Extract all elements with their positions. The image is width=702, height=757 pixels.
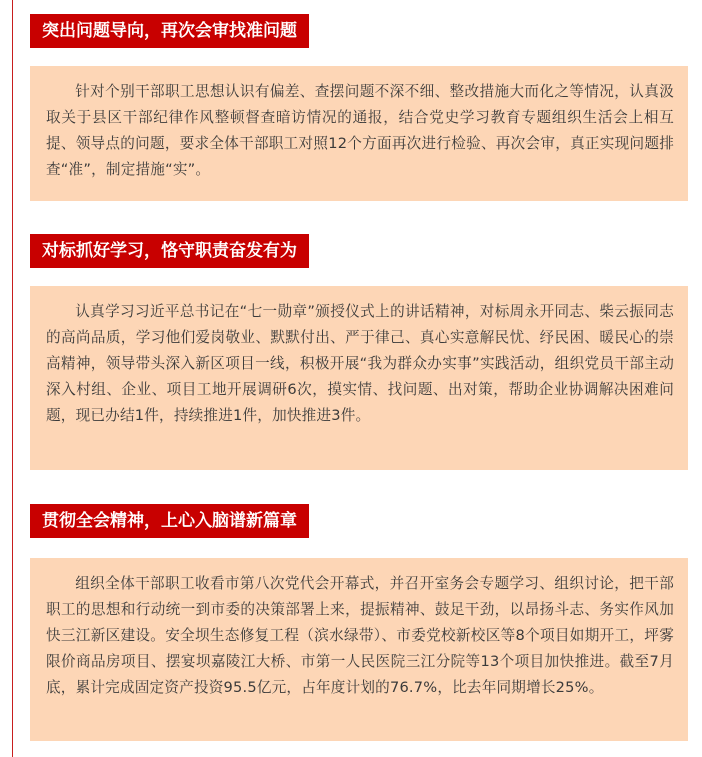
left-border-rule [12, 0, 13, 757]
section-title-problem-orientation: 突出问题导向，再次会审找准问题 [30, 14, 309, 48]
section-body-plenary-spirit: 组织全体干部职工收看市第八次党代会开幕式，并召开室务会专题学习、组织讨论，把干部职工的思想和行动统一到市委的决策部署上来，提振精神、鼓足干劲，以昂扬斗志、务实作风加快三江新区建设。安全坝生态修复工程（滨水绿带）、市委党校新校区等8个项目如期开工，坪雾限价商品房项目、摆宴坝嘉陵江大桥、市第一人民医院三江分院等13个项目加快推进。截至7月底，累计完成固定资产投资95.5亿元，占年度计划的76.7%，比去年同期增长25%。 [46, 575, 674, 696]
section-box-problem-orientation [30, 66, 688, 201]
section-body-problem-orientation: 针对个别干部职工思想认识有偏差、查摆问题不深不细、整改措施大而化之等情况，认真汲取关于县区干部纪律作风整顿督查暗访情况的通报，结合党史学习教育专题组织生活会上相互提、领导点的问题，要求全体干部职工对照12个方面再次进行检验、再次会审，真正实现问题排查“准”，制定措施“实”。 [46, 83, 674, 178]
section-box-study [30, 286, 688, 470]
section-title-study: 对标抓好学习，恪守职责奋发有为 [30, 234, 309, 268]
section-body-study: 认真学习习近平总书记在“七一勋章”颁授仪式上的讲话精神，对标周永开同志、柴云振同志的高尚品质，学习他们爱岗敬业、默默付出、严于律己、真心实意解民忧、纾民困、暖民心的崇高精神，领导带头深入新区项目一线，积极开展“我为群众办实事”实践活动，组织党员干部主动深入村组、企业、项目工地开展调研6次，摸实情、找问题、出对策，帮助企业协调解决困难问题，现已办结1件，持续推进1件，加快推进3件。 [46, 303, 674, 424]
section-box-plenary-spirit [30, 558, 688, 741]
section-title-plenary-spirit: 贯彻全会精神，上心入脑谱新篇章 [30, 504, 309, 538]
